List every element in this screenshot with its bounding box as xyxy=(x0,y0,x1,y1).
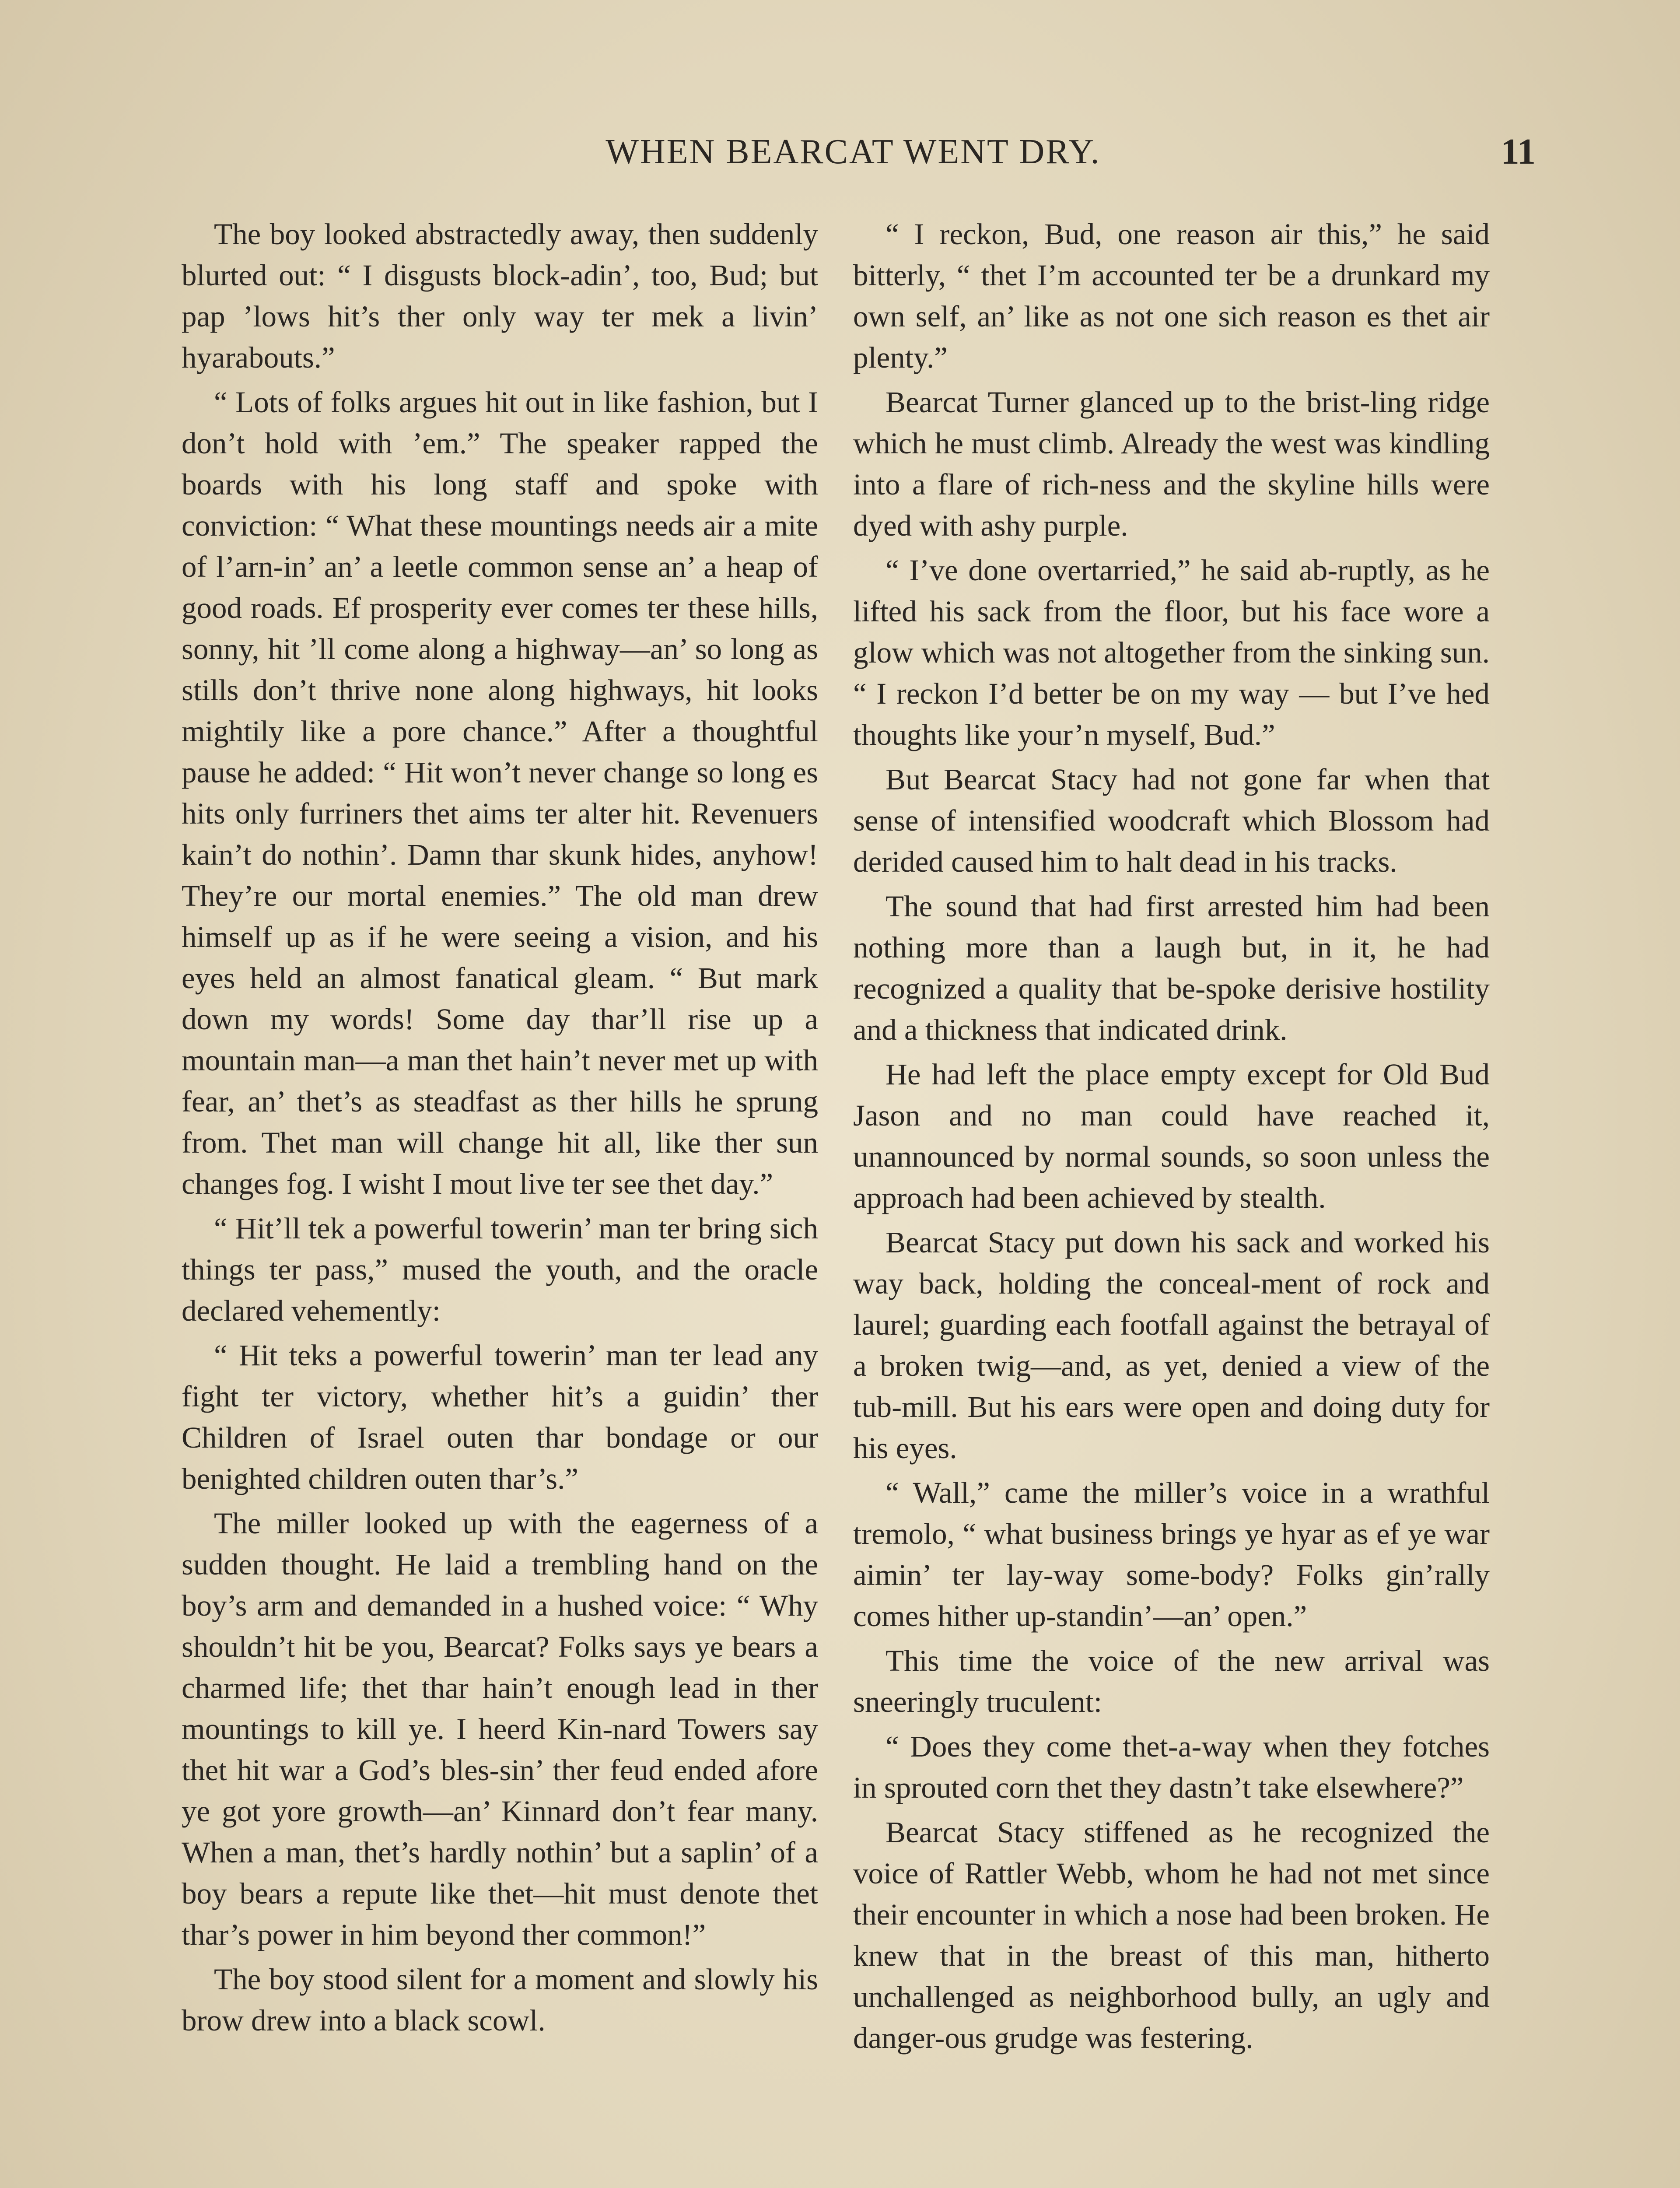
paragraph: The miller looked up with the eagerness of a sudden thought. He laid a trembling hand on the boy’s arm and demanded in a hushed voice: “ Why shouldn’t hit be you, Bearcat? Folks says ye bears a charmed life; thet thar hain’t enough lead in ther mountings to kill ye. I heerd Kin-nard Towers say thet hit war a God’s bles-sin’ ther feud ended afore ye got yore growth—an’ Kinnard don’t fear many. When a man, thet’s hardly nothin’ but a saplin’ of a boy bears a repute like thet—hit must denote thet thar’s power in him beyond ther common!” xyxy=(182,1507,818,1951)
paragraph: “ Hit’ll tek a powerful towerin’ man ter bring sich things ter pass,” mused the youth, and the oracle declared vehemently: xyxy=(182,1212,818,1327)
paragraph: The boy looked abstractedly away, then suddenly blurted out: “ I disgusts block-adin’, too, Bud; but pap ’lows hit’s ther only way ter mek a livin’ hyarabouts.” xyxy=(182,217,818,374)
running-head: WHEN BEARCAT WENT DRY. xyxy=(606,133,1101,171)
paragraph: “ Lots of folks argues hit out in like fashion, but I don’t hold with ’em.” The speaker rapped the boards with his long staff and spoke with conviction: “ What these mountings needs air a mite of l’arn-in’ an’ a leetle common sense an’ a heap of good roads. Ef prosperity ever comes ter these hills, sonny, hit ’ll come along a highway—an’ so long as stills don’t thrive none along highways, hit looks mightily like a pore chance.” After a thoughtful pause he added: “ Hit won’t never change so long es hits only furriners thet aims ter alter hit. Revenuers kain’t do nothin’. Damn thar skunk hides, anyhow! They’re our mortal enemies.” The old man drew himself up as if he were seeing a vision, and his eyes held an almost fanatical gleam. “ But mark down my words! Some day thar’ll rise up a mountain man—a man thet hain’t never met up with fear, an’ thet’s as steadfast as ther hills he sprung from. Thet man will change hit all, like ther sun changes fog. I wisht I mout live ter see thet day.” xyxy=(182,386,818,1200)
paragraph: But Bearcat Stacy had not gone far when that sense of intensified woodcraft which Blossom had derided caused him to halt dead in his tracks. xyxy=(853,763,1490,878)
paragraph: “ Wall,” came the miller’s voice in a wrathful tremolo, “ what business brings ye hyar as ef ye war aimin’ ter lay-way some-body? Folks gin’rally comes hither up-standin’—an’ open.” xyxy=(853,1476,1490,1633)
page-number: 11 xyxy=(1501,131,1536,172)
left-column xyxy=(182,214,818,2044)
paragraph: “ Does they come thet-a-way when they fotches in sprouted corn thet they dastn’t take elsewhere?” xyxy=(853,1730,1490,1804)
right-column xyxy=(853,214,1490,2062)
paragraph: Bearcat Stacy put down his sack and worked his way back, holding the conceal-ment of rock and laurel; guarding each footfall against the betrayal of a broken twig—and, as yet, denied a view of the tub-mill. But his ears were open and doing duty for his eyes. xyxy=(853,1226,1490,1465)
paragraph: This time the voice of the new arrival was sneeringly truculent: xyxy=(853,1644,1490,1718)
paragraph: The sound that had first arrested him had been nothing more than a laugh but, in it, he had recognized a quality that be-spoke derisive hostility and a thickness that indicated drink. xyxy=(853,890,1490,1046)
paragraph: “ I reckon, Bud, one reason air this,” he said bitterly, “ thet I’m accounted ter be a drunkard my own self, an’ like as not one sich reason es thet air plenty.” xyxy=(853,217,1490,374)
paragraph: Bearcat Turner glanced up to the brist-ling ridge which he must climb. Already the west was kindling into a flare of rich-ness and the skyline hills were dyed with ashy purple. xyxy=(853,386,1490,542)
paragraph: “ I’ve done overtarried,” he said ab-ruptly, as he lifted his sack from the floor, but his face wore a glow which was not altogether from the sinking sun. “ I reckon I’d better be on my way — but I’ve hed thoughts like your’n myself, Bud.” xyxy=(853,554,1490,751)
paragraph: Bearcat Stacy stiffened as he recognized the voice of Rattler Webb, whom he had not met since their encounter in which a nose had been broken. He knew that in the breast of this man, hitherto unchallenged as neighborhood bully, an ugly and danger-ous grudge was festering. xyxy=(853,1816,1490,2055)
paragraph: The boy stood silent for a moment and slowly his brow drew into a black scowl. xyxy=(182,1963,818,2037)
paragraph: “ Hit teks a powerful towerin’ man ter lead any fight ter victory, whether hit’s a guidin’ ther Children of Israel outen thar bondage or our benighted children outen thar’s.” xyxy=(182,1339,818,1495)
page-header xyxy=(171,128,1536,180)
paragraph: He had left the place empty except for Old Bud Jason and no man could have reached it, unannounced by normal sounds, so soon unless the approach had been achieved by stealth. xyxy=(853,1058,1490,1214)
